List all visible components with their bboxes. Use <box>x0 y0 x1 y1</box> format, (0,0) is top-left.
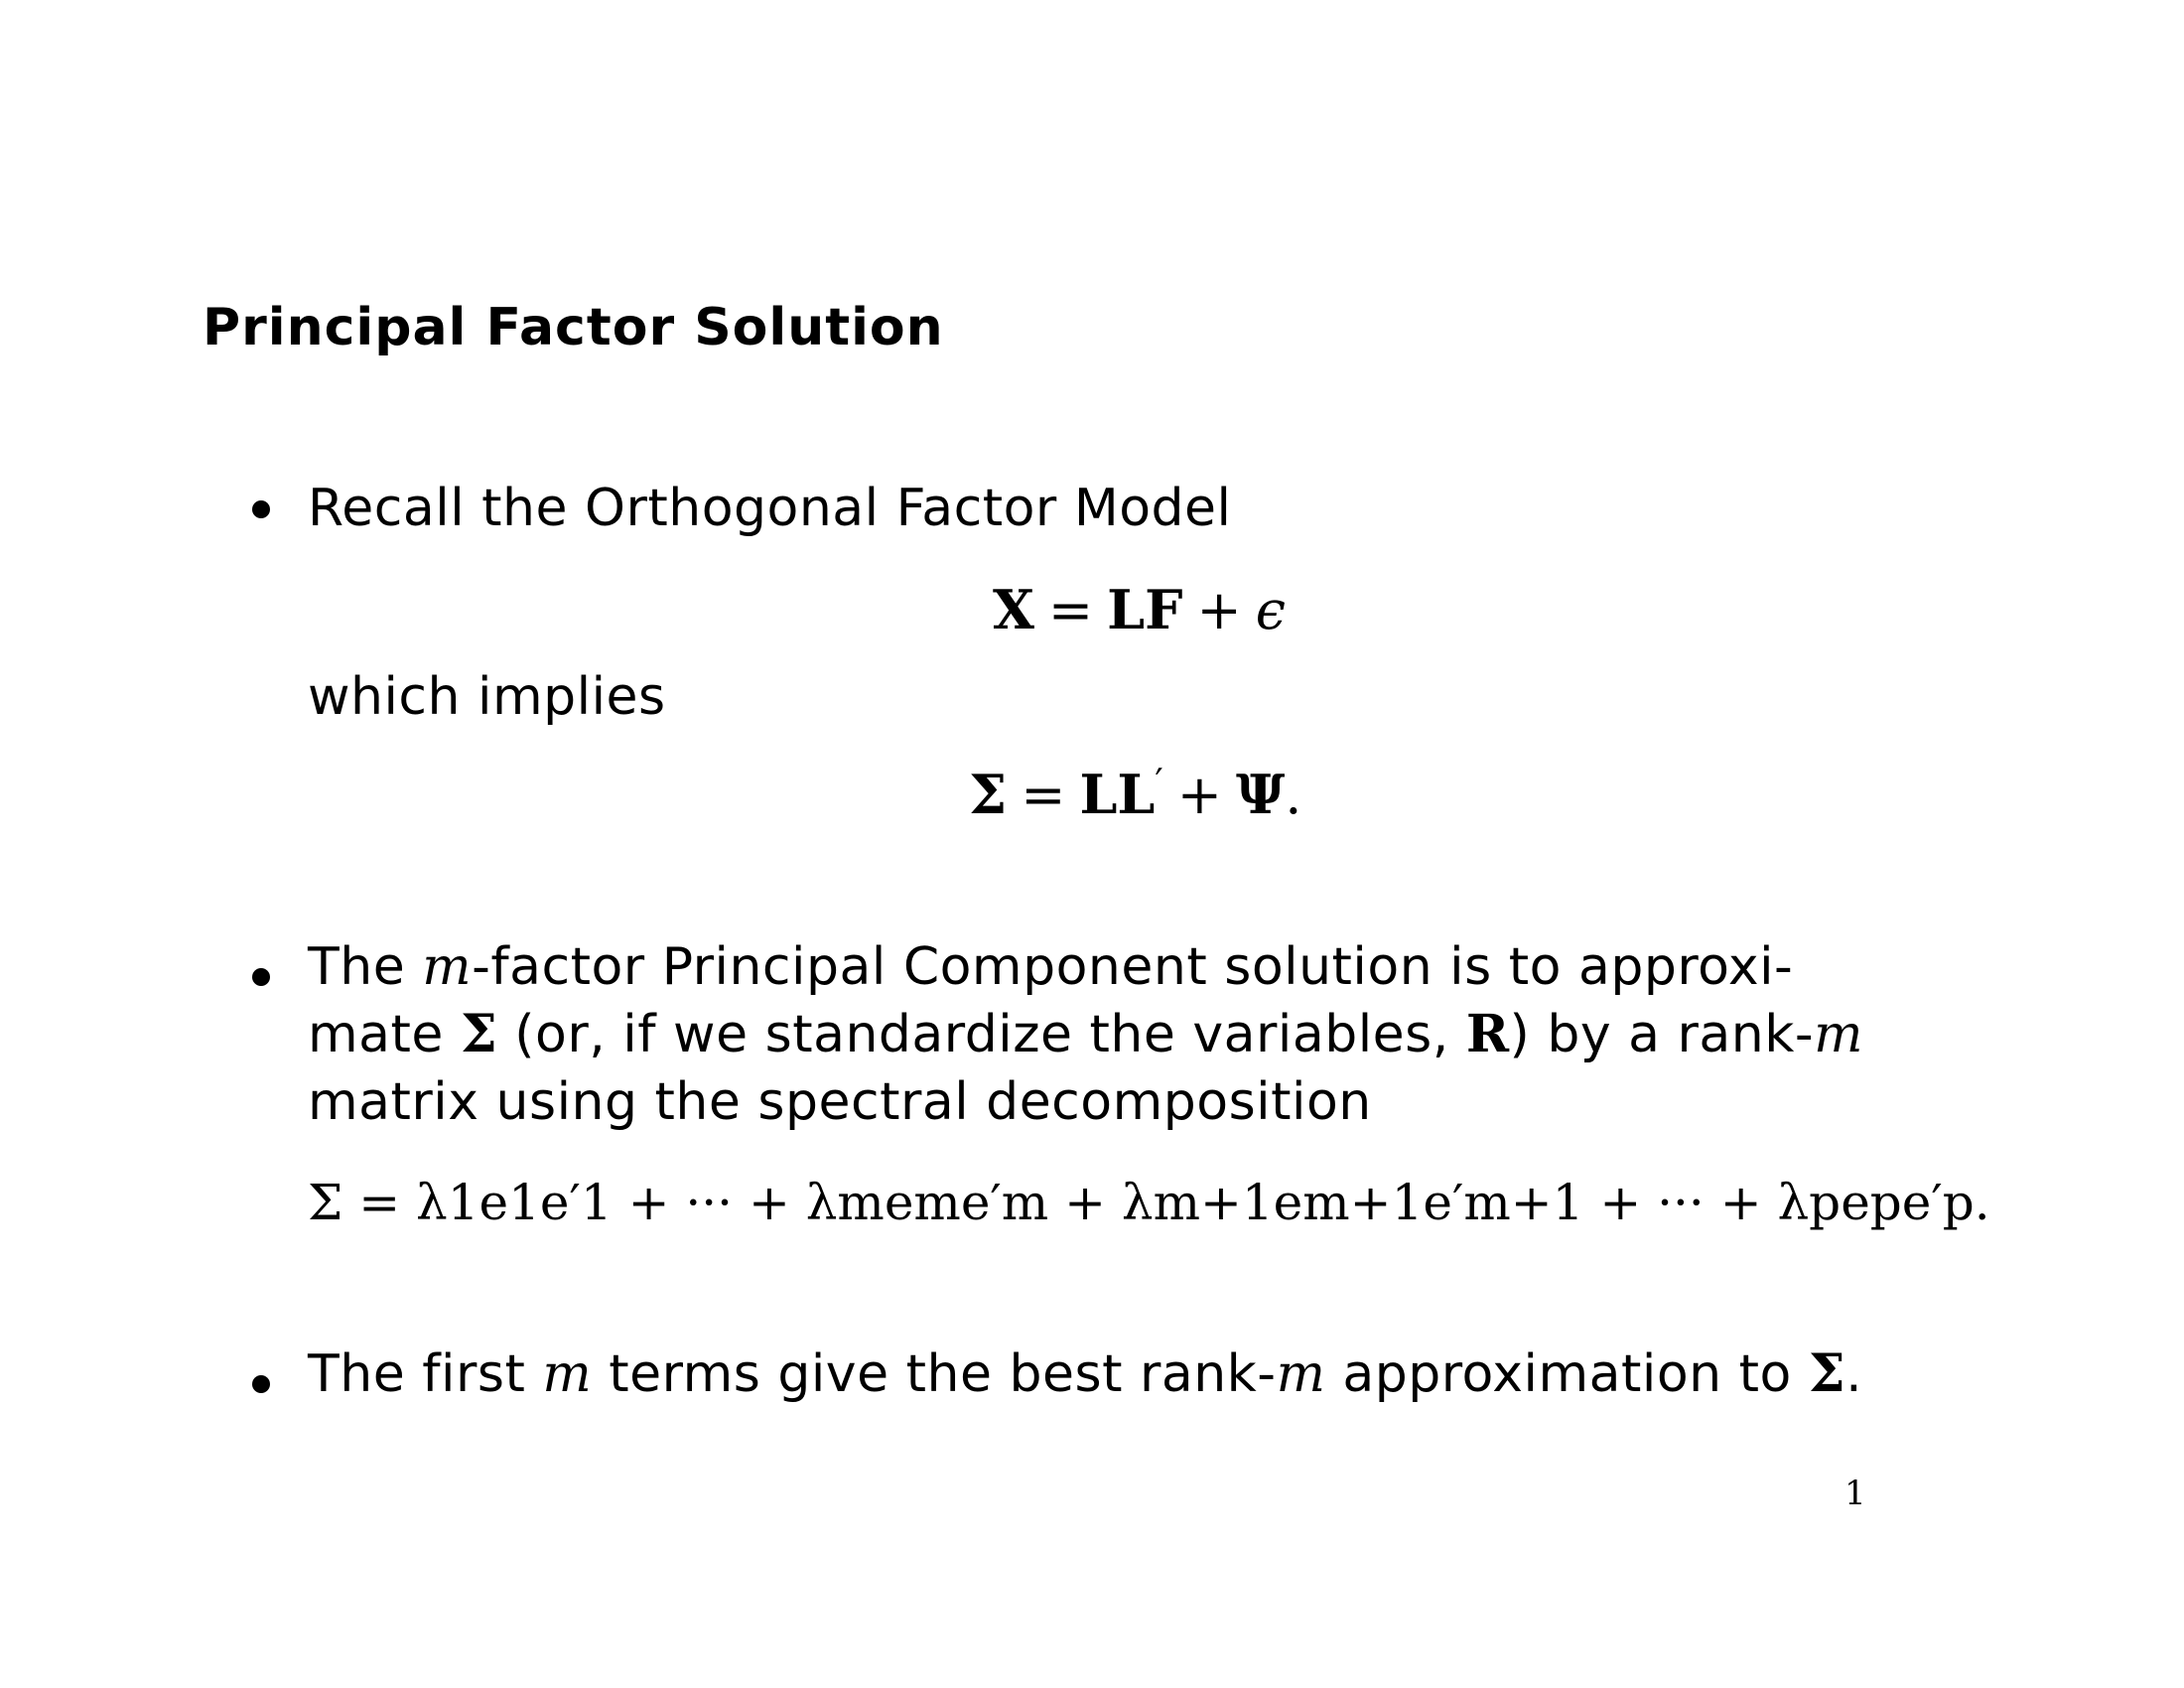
bullet-3-dot <box>252 1375 270 1393</box>
bullet-1-line-1: Recall the Orthogonal Factor Model <box>308 479 1232 538</box>
bullet-2-row-1 <box>308 933 2007 1001</box>
bullet-3-p3: approximation to <box>1325 1344 1809 1404</box>
bullet-2-row-2 <box>308 1001 2007 1068</box>
bullet-2-row-3: matrix using the spectral decomposition <box>308 1072 1372 1132</box>
eq2-period: . <box>1285 764 1302 826</box>
slide-title: Principal Factor Solution <box>203 298 944 357</box>
bullet-2-R-symbol: R <box>1465 1004 1510 1064</box>
bullet-1-dot <box>252 500 270 518</box>
equation-covariance <box>969 763 1301 826</box>
bullet-3-p1: The first <box>308 1344 543 1404</box>
bullet-3-p2: terms give the best rank- <box>592 1344 1277 1404</box>
eq1-lhs: X <box>993 578 1034 641</box>
bullet-2-p2: -factor Principal Component solution is to approxi- <box>472 937 1794 997</box>
page-number: 1 <box>1844 1474 1866 1513</box>
bullet-2-sigma: Σ <box>460 1004 498 1064</box>
bullet-2-dot <box>252 968 270 986</box>
bullet-3-m-symbol-2: m <box>1276 1344 1326 1404</box>
eq2-lhs: Σ <box>969 763 1008 826</box>
eq1-rhs-b: ϵ <box>1255 579 1286 641</box>
bullet-2-m-symbol-1: m <box>422 937 473 997</box>
eq1-plus: + <box>1196 579 1242 641</box>
bullet-3-m-symbol-1: m <box>542 1344 593 1404</box>
eq2-plus: + <box>1176 764 1222 826</box>
bullet-3-sigma: Σ <box>1808 1343 1846 1404</box>
eq2-rhs-b: Ψ <box>1235 763 1286 826</box>
eq2-equals: = <box>1021 764 1066 826</box>
eq1-equals: = <box>1047 579 1094 641</box>
bullet-2-m-symbol-2: m <box>1814 1005 1863 1064</box>
eq1-rhs-a: LF <box>1107 578 1183 641</box>
equation-spectral-decomposition: Σ = λ1e1e′1 + ··· + λmeme′m + λm+1em+1e′m+1 + ··· + λpepe′p. <box>308 1174 1990 1231</box>
bullet-2-paragraph <box>308 933 2007 1136</box>
bullet-2-p3: mate <box>308 1005 461 1064</box>
bullet-2-p4: (or, if we standardize the variables, <box>497 1005 1466 1064</box>
eq2-prime: ′ <box>1155 761 1163 803</box>
bullet-2-text-a <box>308 933 1793 1001</box>
eq2-rhs-a: LL <box>1079 763 1156 826</box>
bullet-1-line-2: which implies <box>308 667 666 727</box>
bullet-3-p4: . <box>1845 1344 1863 1404</box>
equation-factor-model <box>993 578 1286 641</box>
bullet-2-p5: ) by a rank- <box>1509 1005 1815 1064</box>
bullet-3-line <box>308 1340 1862 1408</box>
bullet-2-p1: The <box>308 937 423 997</box>
